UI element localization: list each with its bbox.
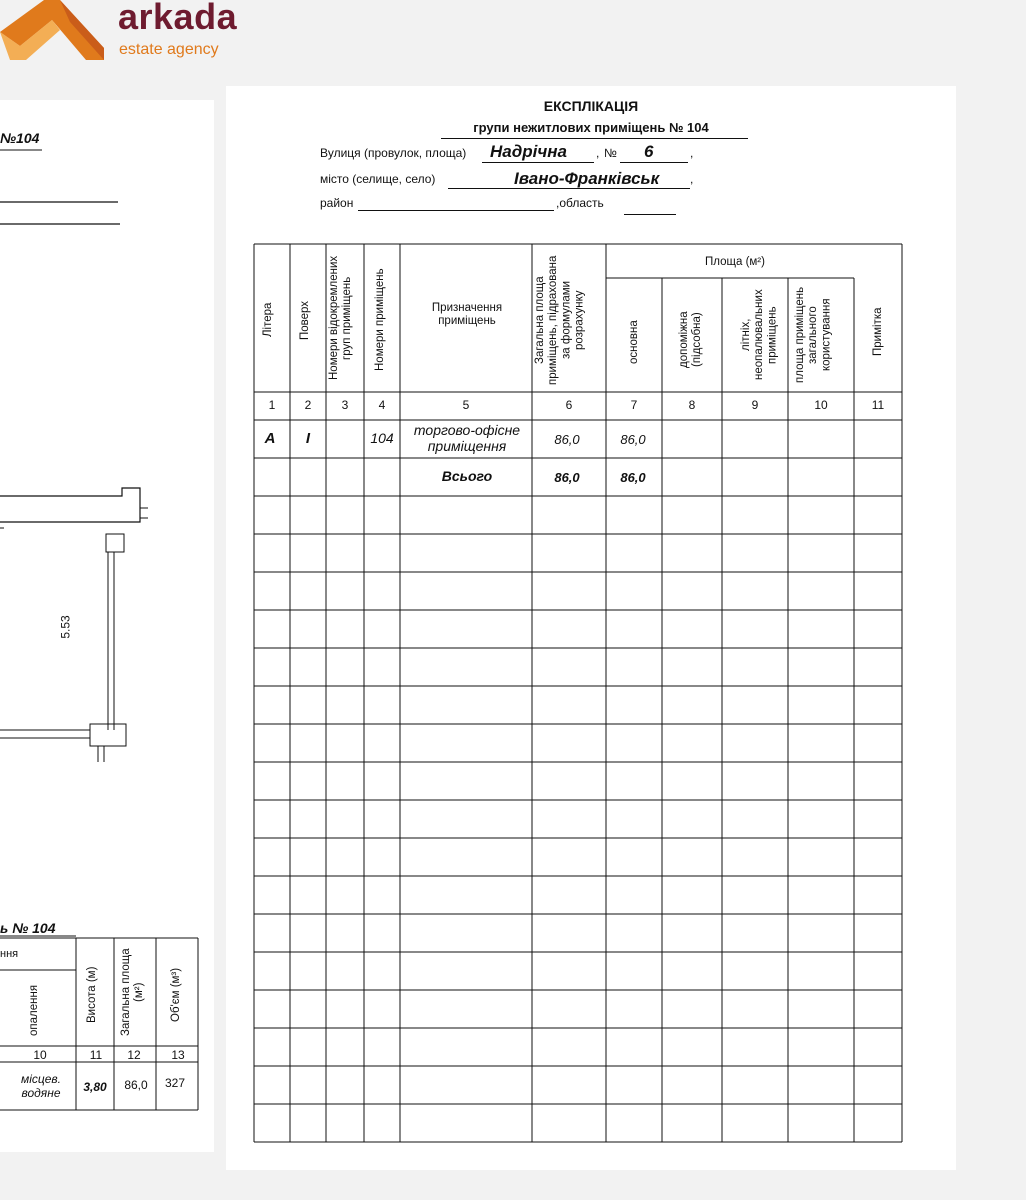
house-no-label: № <box>604 146 617 160</box>
street-value: Надрічна <box>490 142 567 161</box>
column-number: 6 <box>565 398 573 412</box>
left-height-header: Висота (м) <box>86 966 98 1024</box>
cell-main-sum: 86,0 <box>620 470 646 485</box>
document-title: ЕКСПЛІКАЦІЯ <box>543 98 639 114</box>
left-col-number: 10 <box>33 1048 47 1062</box>
header-auxiliary-area: допоміжна (підсобна) <box>678 311 704 369</box>
cell-purpose: торгово-офісне приміщення <box>413 422 521 455</box>
city-label: місто (селище, село) <box>320 172 436 186</box>
column-number: 10 <box>814 398 828 412</box>
header-group-numbers: Номери відокремлених груп приміщень <box>328 255 354 381</box>
left-col-number: 13 <box>171 1048 185 1062</box>
left-col-fragment: ння <box>0 948 19 960</box>
house-no-value: 6 <box>644 142 654 161</box>
header-common-area: площа приміщень загального користування <box>794 286 833 384</box>
cell-floor: І <box>305 430 311 447</box>
street-label: Вулиця (провулок, площа) <box>320 146 467 160</box>
cell-total-sum: 86,0 <box>554 470 580 485</box>
column-number: 5 <box>462 398 470 412</box>
column-number: 9 <box>751 398 759 412</box>
left-area-header: Загальна площа (м²) <box>120 948 146 1036</box>
left-heating-header: опалення <box>28 984 40 1036</box>
left-header-number: №104 <box>0 130 40 146</box>
header-area-group: Площа (м²) <box>705 256 765 268</box>
left-col-number: 11 <box>89 1048 103 1062</box>
cell-total-area: 86,0 <box>554 432 580 447</box>
cell-room: 104 <box>370 430 394 446</box>
column-number: 1 <box>268 398 276 412</box>
header-total-area: Загальна площа приміщень, підрахована за формулами розрахунку <box>534 255 586 385</box>
region-label: ,область <box>556 196 604 210</box>
column-number: 3 <box>341 398 349 412</box>
column-number: 2 <box>304 398 312 412</box>
header-room-numbers: Номери приміщень <box>374 268 386 372</box>
left-heating-value: місцев. водяне <box>20 1072 62 1100</box>
arkada-logo-icon <box>0 0 110 62</box>
left-table-caption: ь № 104 <box>0 920 56 936</box>
header-litera: Літера <box>262 302 274 338</box>
comma: , <box>596 146 600 160</box>
column-number: 7 <box>630 398 638 412</box>
plan-dimension: 5.53 <box>58 615 73 639</box>
left-volume-header: Об'єм (м³) <box>170 967 182 1023</box>
header-purpose: Призначення приміщень <box>431 302 503 328</box>
brand-logo <box>0 0 300 70</box>
brand-tagline: estate agency <box>119 41 219 58</box>
header-summer-area: літніх, неопалювальних приміщень <box>740 289 779 381</box>
left-height-value: 3,80 <box>83 1080 107 1094</box>
document-subtitle: групи нежитлових приміщень № 104 <box>473 120 709 135</box>
column-number: 4 <box>378 398 386 412</box>
left-volume-value: 327 <box>164 1076 186 1090</box>
header-main-area: основна <box>628 320 640 364</box>
left-floorplan-sheet <box>0 100 214 1152</box>
explication-sheet: ЕКСПЛІКАЦІЯ групи нежитлових приміщень № 104 Вулиця (провулок, площа) Надрічна , № 6 , місто (селище, село) Івано-Франківськ , район ,область Літера Поверх Номери відокремлених груп приміщень Номери приміщень Призначення приміщень Загальна площа приміщень, підрахована за формулами розрахунку Площа (м²) основна допоміжна (підсобна) літніх, неопалювальних приміщень площа приміщень загального користування Примітка 1 2 3 4 5 6 7 8 9 10 11 А І 104 торгово-офісне приміщення 86,0 86,0 Всього 86,0 86,0 <box>226 86 956 1170</box>
district-label: район <box>320 196 354 210</box>
header-note: Примітка <box>872 307 884 357</box>
city-value: Івано-Франківськ <box>514 169 660 188</box>
header-floor: Поверх <box>299 300 311 340</box>
left-col-number: 12 <box>127 1048 141 1062</box>
column-number: 11 <box>871 398 885 412</box>
cell-litera: А <box>264 430 276 447</box>
cell-total-label: Всього <box>441 468 493 484</box>
left-area-value: 86,0 <box>124 1078 148 1092</box>
column-number: 8 <box>688 398 696 412</box>
cell-main-area: 86,0 <box>620 432 646 447</box>
brand-name: arkada <box>118 0 238 37</box>
